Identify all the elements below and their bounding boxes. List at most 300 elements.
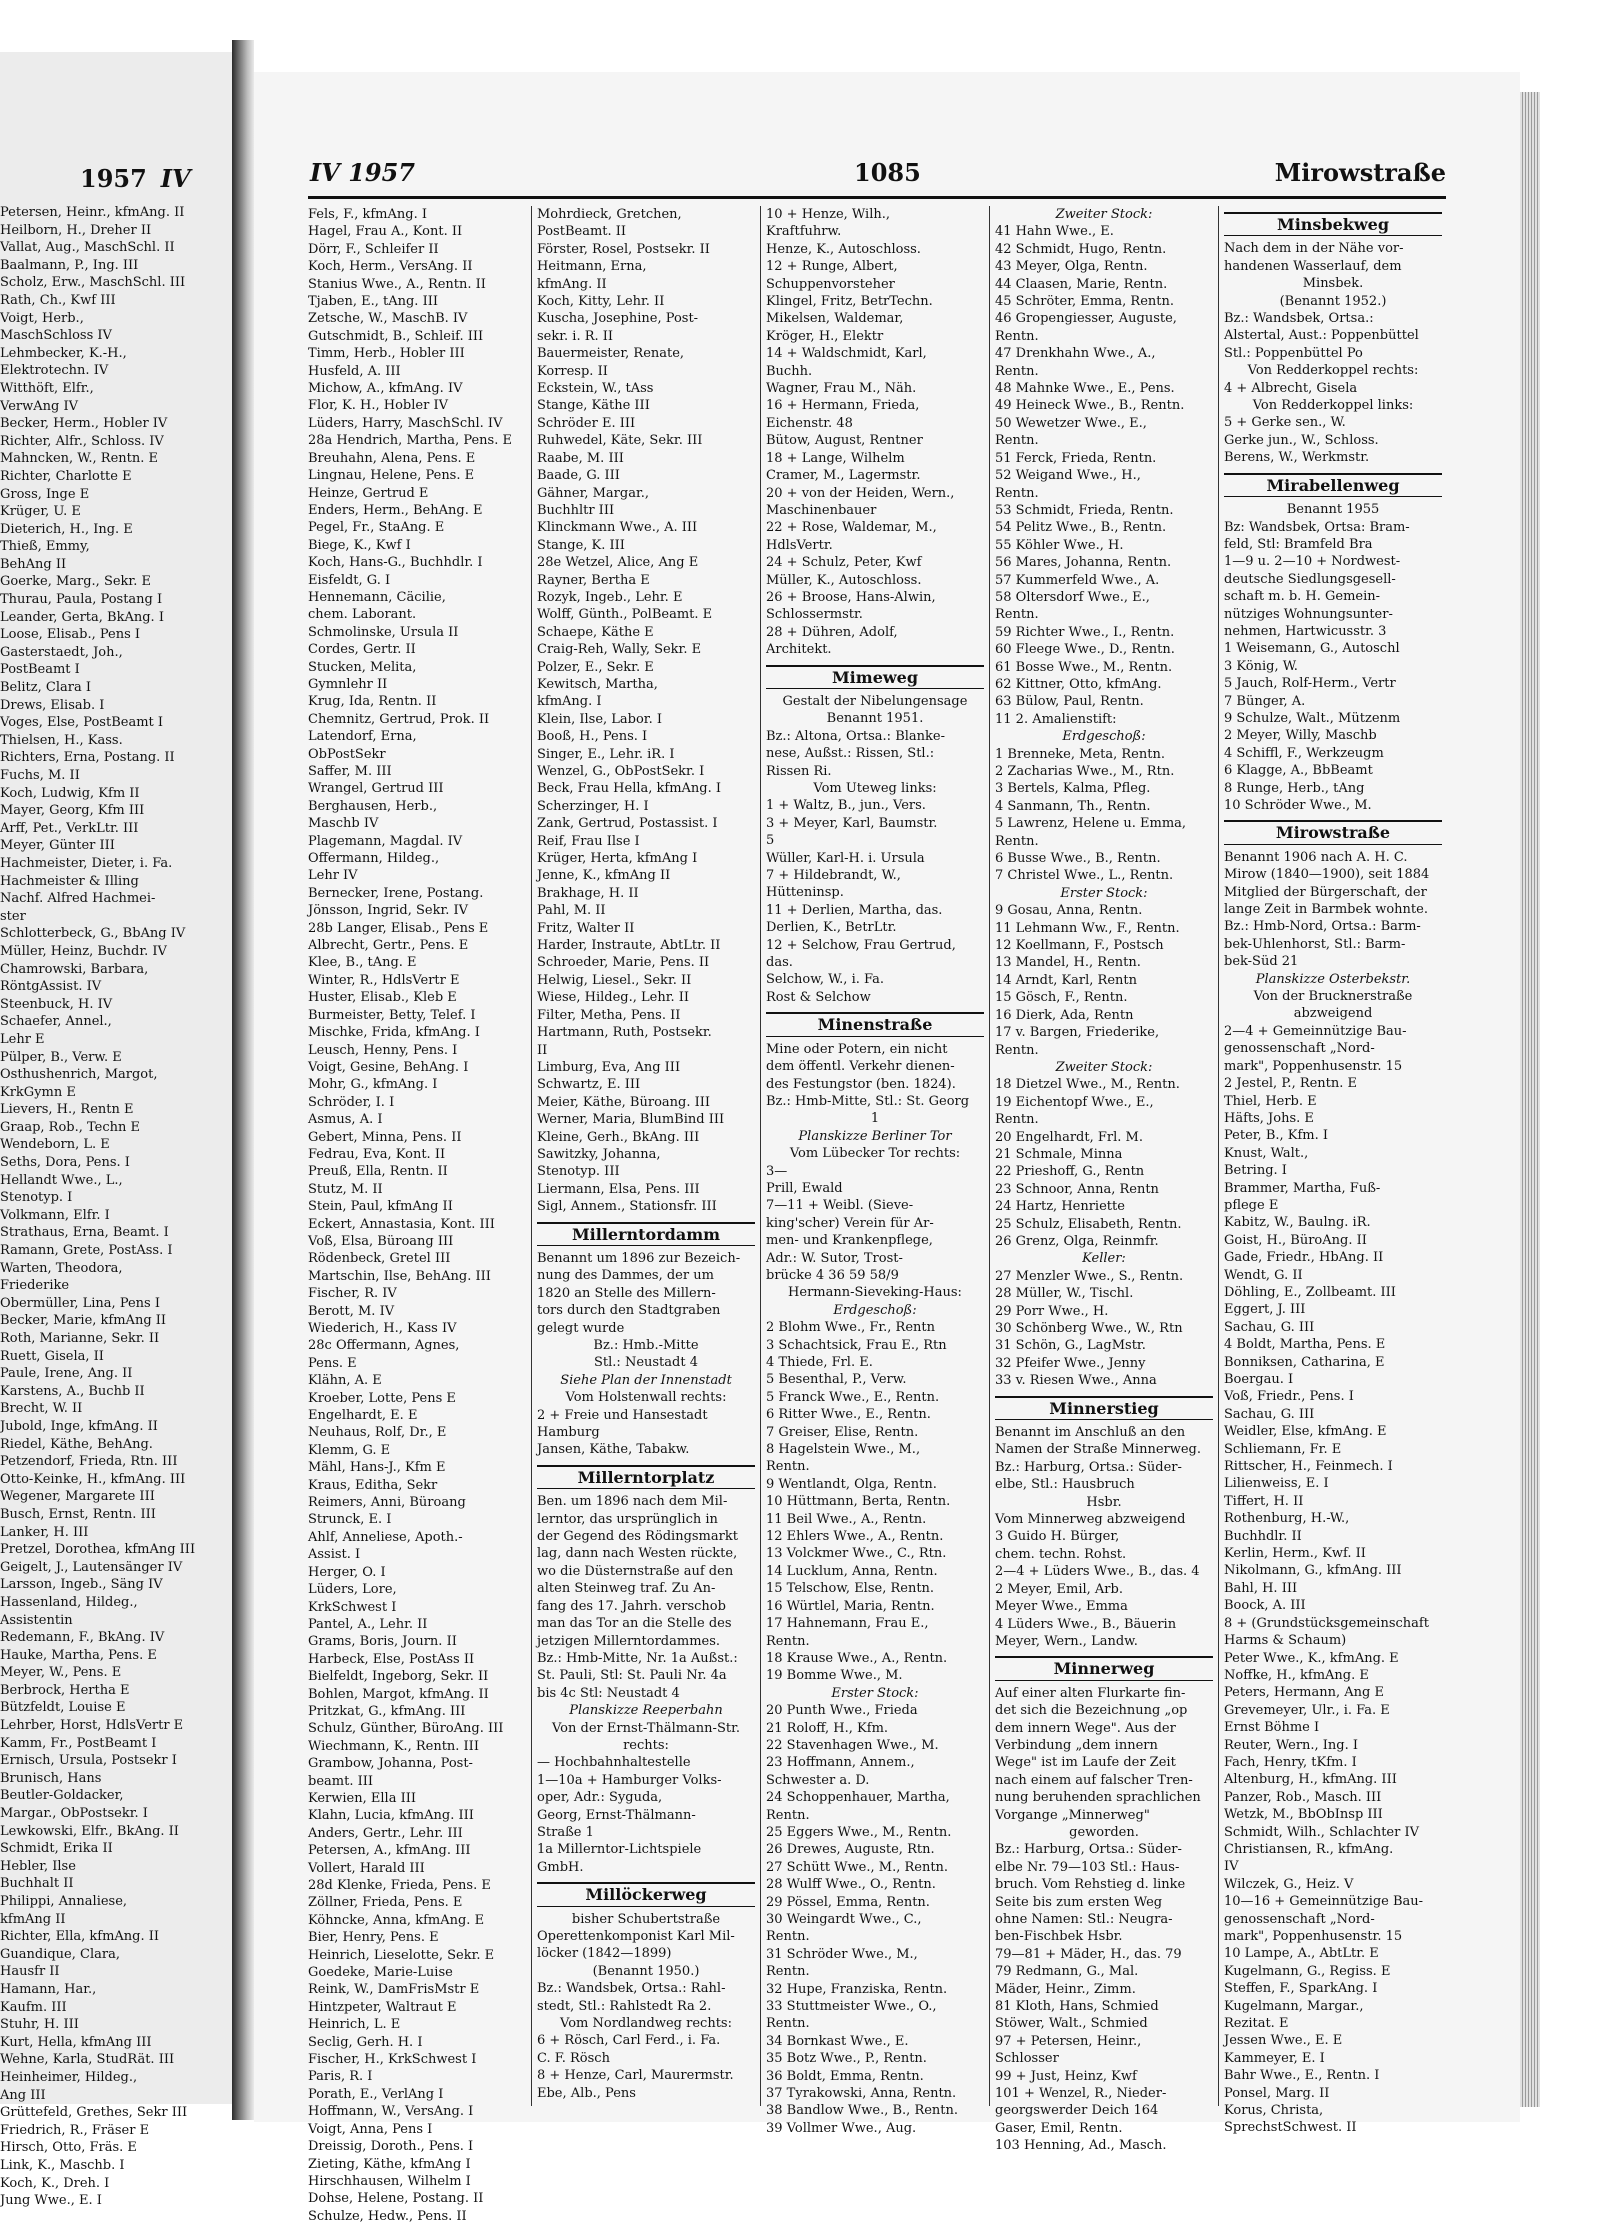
directory-entry: (Benannt 1950.) [592,1963,700,1979]
directory-entry: pflege E [1224,1197,1279,1213]
directory-entry: 14 + Waldschmidt, Karl, [766,346,927,362]
directory-entry: Eisfeldt, G. I [308,572,391,588]
directory-entry: deutsche Siedlungsgesell- [1224,571,1396,587]
directory-entry: Nikolmann, G., kfmAng. III [1224,1563,1402,1579]
directory-entry: Zöllner, Frieda, Pens. E [308,1895,463,1911]
page-issue: IV 1957 [310,158,415,187]
directory-entry: Stein, Paul, kfmAng II [308,1199,453,1215]
directory-entry: 7—11 + Weibl. (Sieve- [766,1198,914,1214]
directory-entry: genossenschaft „Nord- [1224,1041,1375,1057]
left-page-entry: Hassenland, Hildeg., [0,1594,138,1610]
directory-entry: Benannt 1951. [826,711,924,727]
left-page-entry: Karstens, A., Buchb II [0,1383,145,1399]
directory-entry: 1 Brenneke, Meta, Rentn. [995,746,1165,762]
directory-entry: 22 Stavenhagen Wwe., M. [766,1737,939,1753]
directory-entry: Bütow, August, Rentner [766,433,923,449]
directory-entry: Schliemann, Fr. E [1224,1441,1342,1457]
left-page-entry: Schmidt, Erika II [0,1841,113,1857]
directory-entry: Seclig, Gerh. H. I [308,2034,423,2050]
directory-entry: Betring. I [1224,1163,1287,1179]
directory-entry: 18 + Lange, Wilhelm [766,450,905,466]
left-page-entry: Ruett, Gisela, II [0,1348,104,1364]
directory-entry: 29 Pössel, Emma, Rentn. [766,1894,930,1910]
column-divider [1218,206,1219,2106]
directory-entry: Koch, Hans-G., Buchhdlr. I [308,555,483,571]
directory-entry: 1a Millerntor-Lichtspiele [537,1842,702,1858]
directory-entry: Hermann-Sieveking-Haus: [788,1285,962,1301]
left-page-entry: Stuhr, H. III [0,2017,79,2033]
left-page-entry: Lehmbecker, K.-H., [0,345,127,361]
directory-entry: Vom Uteweg links: [813,781,937,796]
directory-page [254,72,1520,2224]
left-page-entry: RöntgAssist. IV [0,979,102,995]
directory-entry: 15 Telschow, Else, Rentn. [766,1581,935,1597]
directory-entry: wo die Düsternstraße auf den [537,1563,734,1579]
column-divider [760,206,761,2106]
directory-entry: 6 Busse Wwe., B., Rentn. [995,851,1161,867]
directory-entry: Stl.: Neustadt 4 [594,1355,698,1371]
directory-entry: bruch. Vom Rehstieg d. linke [995,1877,1186,1893]
directory-entry: Stanius Wwe., A., Rentn. II [308,276,486,292]
directory-entry: Koch, Kitty, Lehr. II [537,294,665,310]
directory-entry: 55 Köhler Wwe., H. [995,537,1124,553]
directory-entry: Schmidt, Wilh., Schlachter IV [1224,1824,1419,1840]
directory-entry: Klinckmann Wwe., A. III [537,520,698,536]
directory-entry: Rentn. [995,363,1039,379]
directory-entry: sekr. i. R. II [537,328,614,344]
directory-entry: Engelhardt, E. E [308,1408,418,1424]
directory-entry: Krüger, Herta, kfmAng I [537,851,698,867]
directory-entry: Chemnitz, Gertrud, Prok. II [308,711,490,727]
directory-entry: nung des Dammes, der um [537,1268,714,1284]
directory-entry: 5 Franck Wwe., E., Rentn. [766,1389,940,1405]
left-page-entry: PostBeamt I [0,662,80,678]
directory-entry: 5 Jauch, Rolf-Herm., Vertr [1224,676,1396,692]
directory-entry: PostBeamt. II [537,224,627,240]
directory-entry: Sachau, G. III [1224,1406,1315,1422]
directory-entry: Gade, Friedr., HbAng. II [1224,1250,1384,1266]
directory-entry: 25 Schulz, Elisabeth, Rentn. [995,1216,1182,1232]
directory-entry: Jönsson, Ingrid, Sekr. IV [308,903,469,919]
directory-entry: Schröder E. III [537,415,636,431]
directory-entry: nach einem auf falscher Tren- [995,1772,1193,1788]
directory-entry: 13 Volckmer Wwe., C., Rtn. [766,1546,947,1562]
section-note: Erster Stock: [1060,885,1148,901]
directory-entry: 16 Würtlel, Maria, Rentn. [766,1598,935,1614]
directory-entry: schaft m. b. H. Gemein- [1224,589,1381,605]
section-note: Zweiter Stock: [1055,1059,1153,1075]
directory-entry: Voigt, Anna, Pens I [308,2121,433,2137]
directory-entry: 7 Christel Wwe., L., Rentn. [995,868,1174,884]
left-page-entry: Beutler-Goldacker, [0,1788,124,1804]
street-heading: Millöckerweg [537,1882,755,1906]
directory-entry: 45 Schröter, Emma, Rentn. [995,294,1174,310]
directory-entry: Kuscha, Josephine, Post- [537,311,699,327]
directory-entry: Peter Wwe., K., kfmAng. E [1224,1650,1399,1666]
directory-entry: dem öffentl. Verkehr dienen- [766,1059,955,1075]
directory-entry: Rissen Ri. [766,763,832,779]
left-page-entry: Arff, Pet., VerkLtr. III [0,820,139,836]
directory-entry: Boergau. I [1224,1372,1294,1387]
left-page-entry: Redemann, F., BkAng. IV [0,1630,165,1646]
directory-entry: Auf einer alten Flurkarte fin- [995,1685,1186,1701]
directory-entry: mark", Poppenhusenstr. 15 [1224,1058,1403,1074]
directory-entry: Klingel, Fritz, BetrTechn. [766,294,933,310]
directory-entry: Huster, Elisab., Kleb E [308,990,457,1006]
directory-entry: Herger, O. I [308,1564,386,1580]
directory-entry: Wendt, G. II [1224,1267,1303,1283]
left-page-entry: Kamm, Fr., PostBeamt I [0,1735,157,1751]
directory-entry: Operettenkomponist Karl Mil- [537,1929,735,1944]
directory-entry: 24 + Schulz, Peter, Kwf [766,555,922,571]
left-page-entry: Pülper, B., Verw. E [0,1049,122,1065]
directory-entry: Eggert, J. III [1224,1302,1306,1318]
directory-entry: Kewitsch, Martha, [537,676,658,692]
left-page-entry: Voigt, Herb., [0,310,84,326]
left-page-entry: Schaefer, Annel., [0,1014,112,1030]
left-page-entry: Elektrotechn. IV [0,363,109,379]
directory-entry: Rothenburg, H.-W., [1224,1511,1350,1527]
page-edge [1520,92,1540,2107]
directory-entry: Hütteninsp. [766,885,844,901]
directory-entry: gelegt wurde [537,1320,625,1336]
section-note: Planskizze Osterbekstr. [1255,971,1411,987]
directory-entry: Vom Holstenwall rechts: [565,1390,727,1406]
directory-entry: 35 Botz Wwe., P., Rentn. [766,2051,927,2067]
directory-entry: Grams, Boris, Journ. II [308,1634,457,1650]
directory-entry: 11 + Derlien, Martha, das. [766,902,943,918]
left-page-entry: Nachf. Alfred Hachmei- [0,891,156,907]
directory-entry: Booß, H., Pens. I [537,729,648,745]
directory-entry: 4 Lüders Wwe., B., Bäuerin [995,1616,1177,1632]
directory-entry: 59 Richter Wwe., I., Rentn. [995,624,1175,640]
left-page-entry: BehAng II [0,556,67,572]
directory-entry: Bz.: Hmb-Mitte, Nr. 1a Außst.: [537,1650,738,1666]
directory-entry: Klähn, A. E [308,1373,382,1389]
directory-entry: Rayner, Bertha E [537,572,650,588]
directory-entry: Heinrich, L. E [308,2017,401,2033]
directory-entry: 20 Engelhardt, Frl. M. [995,1129,1143,1145]
left-page-entry: Otto-Keinke, H., kfmAng. III [0,1471,186,1487]
left-page-entry: Leander, Gerta, BkAng. I [0,609,164,625]
directory-entry: Kröger, H., Elektr [766,328,884,344]
directory-entry: Korresp. II [537,363,608,379]
directory-entry: Wiese, Hildeg., Lehr. II [537,990,690,1006]
directory-entry: Petersen, A., kfmAng. III [308,1843,471,1859]
directory-entry: nung beruhenden sprachlichen [995,1790,1201,1806]
directory-entry: Rezitat. E [1224,2016,1289,2032]
directory-entry: 4 Thiede, Frl. E. [766,1355,873,1370]
directory-entry: Grevemeyer, Ulr., i. Fa. E [1224,1702,1390,1718]
directory-entry: 79 Redmann, G., Mal. [995,1964,1139,1980]
directory-entry: Kugelmann, G., Regiss. E [1224,1963,1391,1979]
directory-entry: 3 König, W. [1224,658,1298,674]
directory-entry: Kleine, Gerh., BkAng. III [537,1129,700,1145]
directory-entry: 9 Schulze, Walt., Mützenm [1224,710,1401,726]
left-page-entry: Meyer, Günter III [0,838,115,854]
directory-entry: Kerwien, Ella III [308,1790,416,1806]
directory-entry: 26 Grenz, Olga, Reinmfr. [995,1233,1159,1249]
directory-entry: Ebe, Alb., Pens [537,2085,636,2101]
directory-entry: Dörr, F., Schleifer II [308,241,439,257]
directory-entry: 14 Arndt, Karl, Rentn [995,972,1138,988]
directory-entry: 47 Drenkhahn Wwe., A., [995,346,1156,362]
directory-entry: bek-Süd 21 [1224,954,1299,970]
directory-entry: Voigt, Gesine, BehAng. I [308,1059,469,1075]
directory-entry: Wolff, Günth., PolBeamt. E [537,607,713,623]
directory-entry: 1 + Waltz, B., jun., Vers. [766,798,926,814]
directory-entry: Fischer, R. IV [308,1286,397,1302]
directory-entry: 57 Kummerfeld Wwe., A. [995,572,1160,588]
directory-entry: 20 Punth Wwe., Frieda [766,1703,918,1719]
directory-entry: Saffer, M. III [308,764,392,779]
directory-entry: Stange, Käthe III [537,398,650,414]
directory-entry: Mischke, Frida, kfmAng. I [308,1025,480,1041]
directory-entry: Alstertal, Aust.: Poppenbüttel [1224,328,1419,344]
left-page-entry: Graap, Rob., Techn E [0,1119,141,1135]
directory-entry: Seite bis zum ersten Weg [995,1894,1163,1910]
directory-entry: Meyer Wwe., Emma [995,1599,1128,1615]
section-note: Erdgeschoß: [833,1302,917,1318]
directory-entry: Altenburg, H., kfmAng. III [1224,1772,1397,1788]
directory-entry: Bernecker, Irene, Postang. [308,885,484,901]
left-page-entry: kfmAng II [0,1911,66,1927]
directory-entry: 38 Bandlow Wwe., B., Rentn. [766,2103,959,2119]
directory-entry: 28b Langer, Elisab., Pens E [308,920,489,936]
left-page-entry: Wehne, Karla, StudRät. III [0,2052,175,2068]
directory-entry: Von der Brucknerstraße [1253,989,1413,1005]
street-heading: Millerntorplatz [537,1465,755,1489]
directory-entry: 11 Beil Wwe., A., Rentn. [766,1511,927,1527]
directory-entry: HdlsVertr. [766,537,833,553]
directory-entry: 28c Offermann, Agnes, [308,1338,460,1354]
directory-entry: stedt, Stl.: Rahlstedt Ra 2. [537,1998,712,2014]
directory-entry: 28 Wulff Wwe., O., Rentn. [766,1877,936,1893]
directory-entry: Fach, Henry, tKfm. I [1224,1754,1357,1770]
left-page-entry: Loose, Elisab., Pens I [0,627,141,643]
directory-entry: Sigl, Annem., Stationsfr. III [537,1199,717,1215]
directory-entry: Fedrau, Eva, Kont. II [308,1146,446,1162]
directory-entry: Vollert, Harald III [308,1860,425,1876]
directory-entry: Bohlen, Margot, kfmAng. II [308,1686,489,1702]
directory-entry: 4 Boldt, Martha, Pens. E [1224,1337,1386,1353]
left-page-entry: Strathaus, Erna, Beamt. I [0,1225,169,1241]
directory-entry: Dohse, Helene, Postang. II [308,2191,484,2207]
directory-entry: 33 Stuttmeister Wwe., O., [766,1999,937,2015]
left-page-entry: Thieß, Emmy, [0,539,90,555]
directory-entry: Mohr, G., kfmAng. I [308,1077,438,1093]
directory-entry: Preuß, Ella, Rentn. II [308,1164,448,1180]
directory-entry: ohne Namen: Stl.: Neugra- [995,1912,1173,1927]
directory-entry: Berghausen, Herb., [308,798,438,814]
directory-entry: 30 Schönberg Wwe., W., Rtn [995,1321,1183,1336]
directory-entry: Rentn. [995,1042,1039,1058]
directory-entry: Schulze, Hedw., Pens. II [308,2208,467,2224]
directory-entry: Rentn. [995,1112,1039,1128]
directory-entry: Von Redderkoppel rechts: [1247,363,1419,379]
directory-entry: 15 Gösch, F., Rentn. [995,990,1128,1006]
directory-entry: 51 Ferck, Frieda, Rentn. [995,450,1157,466]
directory-entry: Mirow (1840—1900), seit 1884 [1224,867,1430,883]
directory-entry: 21 Roloff, H., Kfm. [766,1720,889,1736]
directory-entry: Bz.: Harburg, Ortsa.: Süder- [995,1459,1182,1475]
directory-entry: Bz: Wandsbek, Ortsa: Bram- [1224,519,1410,535]
directory-entry: Singer, E., Lehr. iR. I [537,746,675,762]
directory-entry: Georg, Ernst-Thälmann- [537,1807,696,1823]
directory-entry: Wege" ist im Laufe der Zeit [995,1755,1176,1771]
directory-entry: Maschb IV [308,816,379,832]
directory-entry: 61 Bosse Wwe., M., Rentn. [995,659,1173,675]
directory-entry: Zetsche, W., MaschB. IV [308,311,468,327]
directory-entry: Verbindung „dem innern [995,1737,1158,1753]
directory-entry: Benannt im Anschluß an den [995,1425,1186,1441]
directory-entry: Reimers, Anni, Büroang [308,1495,466,1511]
directory-entry: Eckert, Annastasia, Kont. III [308,1216,495,1232]
left-page-entry: Drews, Elisab. I [0,697,105,713]
directory-entry: Hintzpeter, Waltraut E [308,1999,457,2015]
directory-entry: Förster, Rosel, Postsekr. II [537,241,710,257]
directory-entry: 6 + Rösch, Carl Ferd., i. Fa. [537,2033,721,2049]
directory-entry: Selchow, W., i. Fa. [766,972,885,988]
directory-entry: Stöwer, Walt., Schmied [995,2016,1148,2032]
directory-entry: Porath, E., VerlAng I [308,2086,444,2102]
directory-entry: 28a Hendrich, Martha, Pens. E [308,433,512,449]
directory-entry: Filter, Metha, Pens. II [537,1007,681,1023]
directory-entry: 7 Greiser, Elise, Rentn. [766,1424,919,1440]
directory-entry: Schmolinske, Ursula II [308,624,459,640]
directory-entry: Steffen, F., SparkAng. I [1224,1981,1378,1997]
directory-entry: Schlosser [995,2051,1059,2067]
directory-entry: lange Zeit in Barmbek wohnte. [1224,902,1428,918]
directory-entry: Ponsel, Marg. II [1224,2085,1330,2101]
directory-entry: Bz.: Wandsbek, Ortsa.: Rahl- [537,1981,726,1997]
directory-entry: 50 Wewetzer Wwe., E., [995,415,1147,431]
directory-entry: Boock, A. III [1224,1598,1306,1614]
directory-entry: 11 Lehmann Ww., F., Rentn. [995,920,1180,936]
left-page-entry: Koch, Ludwig, Kfm II [0,785,140,801]
directory-entry: Heinze, Gertrud E [308,485,429,501]
directory-entry: Schlossermstr. [766,607,863,623]
directory-entry: 52 Weigand Wwe., H., [995,468,1141,484]
directory-entry: Cramer, M., Lagermstr. [766,468,921,484]
directory-entry: Bz.: Altona, Ortsa.: Blanke- [766,728,945,744]
left-page-section: IV [160,164,191,193]
directory-entry: 22 + Rose, Waldemar, M., [766,520,937,536]
directory-entry: Hsbr. [1086,1494,1122,1510]
directory-entry: 3 Bertels, Kalma, Pfleg. [995,781,1151,797]
section-note: Siehe Plan der Innenstadt [560,1372,732,1388]
directory-entry: SprechstSchwest. II [1224,2120,1357,2136]
directory-entry: Pritzkat, G., kfmAng. III [308,1703,466,1719]
directory-entry: 19 Eichentopf Wwe., E., [995,1094,1154,1110]
left-page-entry: Rath, Ch., Kwf III [0,292,116,308]
directory-entry: 3 Schachtsick, Frau E., Rtn [766,1337,947,1353]
directory-entry: 25 Eggers Wwe., M., Rentn. [766,1824,952,1840]
left-page-entry: Lewkowski, Elfr., BkAng. II [0,1823,179,1839]
directory-entry: 62 Kittner, Otto, kfmAng. [995,676,1162,692]
directory-entry: Rentn. [766,1807,810,1823]
directory-entry: 22 Prieshoff, G., Rentn [995,1164,1145,1180]
directory-entry: 2 Zacharias Wwe., M., Rtn. [995,764,1175,779]
directory-entry: 99 + Just, Heinz, Kwf [995,2068,1137,2084]
directory-entry: der Gegend des Rödingsmarkt [537,1529,738,1545]
directory-entry: 24 Schoppenhauer, Martha, [766,1790,950,1806]
directory-entry: Beck, Frau Hella, kfmAng. I [537,781,722,797]
left-page-entry: Schlotterbeck, G., BbAng IV [0,926,186,942]
directory-entry: Eichenstr. 48 [766,415,853,431]
directory-entry: nehmen, Hartwicusstr. 3 [1224,623,1387,639]
directory-entry: Lilienweiss, E. I [1224,1476,1329,1492]
directory-entry: Heinrich, Lieselotte, Sekr. E [308,1947,495,1963]
directory-entry: Noffke, H., kfmAng. E [1224,1667,1369,1683]
directory-entry: Rentn. [995,833,1039,849]
directory-entry: — Hochbahnhaltestelle [537,1755,691,1771]
directory-entry: Jessen Wwe., E. E [1224,2033,1343,2049]
directory-entry: 63 Bülow, Paul, Rentn. [995,694,1144,710]
directory-entry: georgswerder Deich 164 [995,2103,1159,2119]
directory-entry: Helwig, Liesel., Sekr. II [537,972,692,988]
directory-entry: Klahn, Lucia, kfmAng. III [308,1808,474,1824]
left-page-entry: Petzendorf, Frieda, Rtn. III [0,1454,178,1470]
left-page-entry: Hamann, Har., [0,1981,97,1997]
directory-entry: Husfeld, A. III [308,363,401,379]
directory-entry: 101 + Wenzel, R., Nieder- [995,2086,1167,2102]
header-rule [308,196,1446,199]
directory-entry: Vorgange „Minnerweg" [995,1807,1150,1823]
left-page-entry: Richters, Erna, Postang. II [0,750,175,766]
left-page-entry: Thielsen, H., Kass. [0,732,123,748]
directory-entry: Panzer, Rob., Masch. III [1224,1789,1382,1805]
left-page-entry: MaschSchloss IV [0,328,112,344]
directory-entry: Knust, Walt., [1224,1145,1309,1161]
column-4 [995,206,1213,2155]
left-page [0,52,234,2209]
directory-entry: ObPostSekr [308,746,386,762]
left-page-entry: Hirsch, Otto, Fräs. E [0,2140,137,2156]
left-page-entry: Paule, Irene, Ang. II [0,1366,133,1382]
directory-entry: Henze, K., Autoschloss. [766,241,921,257]
directory-entry: Klein, Ilse, Labor. I [537,711,662,727]
directory-entry: genossenschaft „Nord- [1224,1911,1375,1927]
directory-entry: Thiel, Herb. E [1224,1093,1317,1109]
left-page-entry: Brunisch, Hans [0,1770,102,1786]
section-note: Erdgeschoß: [1062,729,1146,745]
directory-entry: Bz.: Wandsbek, Ortsa.: [1224,311,1374,327]
left-page-entry: Baalmann, P., Ing. III [0,257,139,273]
left-page-entry: Lanker, H. III [0,1524,89,1540]
directory-entry: Leusch, Henny, Pens. I [308,1042,458,1058]
directory-entry: 17 Hahnemann, Frau E., [766,1616,929,1632]
directory-entry: Kraus, Editha, Sekr [308,1477,438,1493]
directory-entry: 5 Lawrenz, Helene u. Emma, [995,816,1187,832]
directory-entry: Latendorf, Erna, [308,729,417,745]
directory-entry: Mohrdieck, Gretchen, [537,207,682,222]
left-page-entry: Gross, Inge E [0,486,90,502]
left-page-entry: Ernisch, Ursula, Postsekr I [0,1753,177,1769]
directory-entry: Brakhage, H. II [537,885,639,901]
directory-entry: king'scher) Verein für Ar- [766,1215,934,1231]
directory-entry: Breuhahn, Alena, Pens. E [308,450,476,466]
directory-entry: Christiansen, R., kfmAng. [1224,1841,1394,1857]
left-page-entry: Pretzel, Dorothea, kfmAng III [0,1542,196,1558]
directory-entry: Zieting, Käthe, kfmAng I [308,2156,471,2172]
directory-entry: elbe, Stl.: Hausbruch [995,1477,1135,1493]
directory-entry: Reink, W., DamFrisMstr E [308,1982,480,1998]
directory-entry: Baade, G. III [537,468,620,484]
directory-entry: Mäder, Heinr., Zimm. [995,1981,1136,1997]
directory-entry: 8 + Henze, Carl, Maurermstr. [537,2068,734,2084]
directory-entry: 36 Boldt, Emma, Rentn. [766,2068,924,2084]
